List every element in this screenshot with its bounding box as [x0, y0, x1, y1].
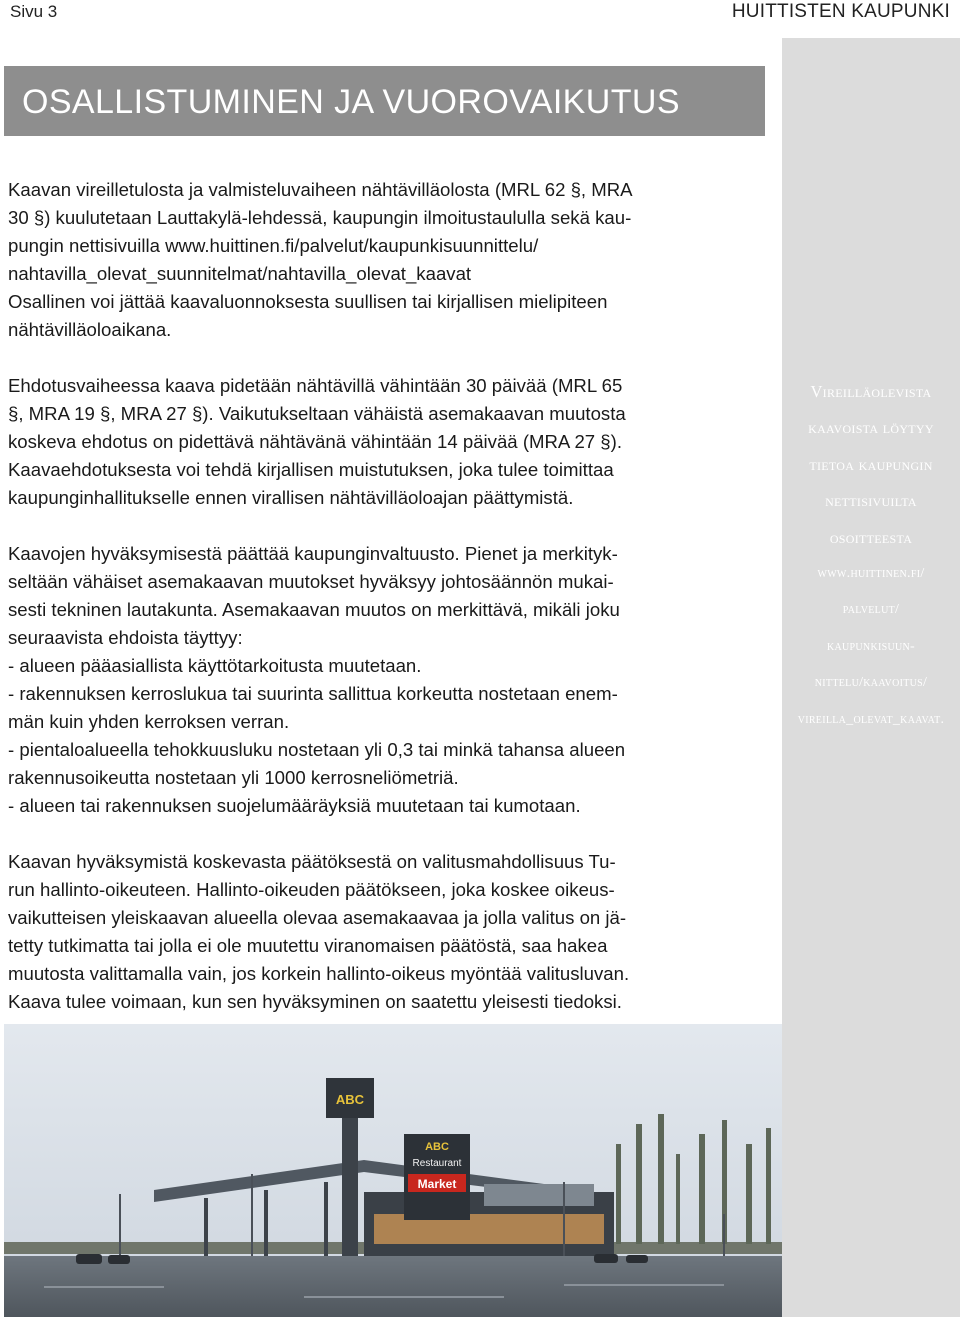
- section-title-banner: [4, 66, 765, 136]
- sidebar-link-line: www.huittinen.fi/: [817, 566, 925, 582]
- paragraph-appeal: [8, 848, 768, 1016]
- sidebar-link-line: kaupunkisuun-: [826, 638, 915, 654]
- text-line: pungin nettisivuilla www.huittinen.fi/palvelut/kaupunkisuunnittelu/: [8, 235, 539, 256]
- text-line: muutosta valittamalla vain, jos korkein hallinto-oikeus myöntää valitusluvan.: [8, 963, 630, 984]
- text-line: run hallinto-oikeuteen. Hallinto-oikeuden päätökseen, joka koskee oikeus-: [8, 879, 615, 900]
- list-item: - alueen tai rakennuksen suojelumääräyksiä muutetaan tai kumotaan.: [8, 795, 581, 816]
- text-line: koskeva ehdotus on pidettävä nähtävänä vähintään 14 päivää (MRA 27 §).: [8, 431, 623, 452]
- sidebar-link-line: palvelut/: [842, 602, 900, 618]
- sign-main-text: ABC: [335, 1092, 365, 1107]
- text-line: sesti tekninen lautakunta. Asemakaavan muutos on merkittävä, mikäli joku: [8, 599, 620, 620]
- section-title: OSALLISTUMINEN JA VUOROVAIKUTUS: [22, 83, 680, 121]
- market-sign-text: Market: [417, 1177, 457, 1191]
- paragraph-proposal-phase: [8, 372, 768, 512]
- photo-abc-market: [4, 1024, 782, 1317]
- text-line: vaikutteisen yleiskaavan alueella olevaa asemakaavaa ja jolla valitus on jä-: [8, 907, 627, 928]
- list-item: män kuin yhden kerroksen verran.: [8, 711, 290, 732]
- city-name: HUITTISTEN KAUPUNKI: [731, 1, 950, 22]
- paragraph-participation: [8, 176, 768, 344]
- text-line: 30 §) kuulutetaan Lauttakylä-lehdessä, kaupungin ilmoitustaululla sekä kau-: [8, 207, 632, 228]
- text-line: nähtävilläoloaikana.: [8, 319, 172, 340]
- list-item: rakennusoikeutta nostetaan yli 1000 kerrosneliömetriä.: [8, 767, 459, 788]
- paragraph-approval: [8, 540, 768, 820]
- sidebar-link-line: nittelu/kaavoitus/: [814, 675, 928, 691]
- text-line: §, MRA 19 §, MRA 27 §). Vaikutukseltaan vähäistä asemakaavan muutosta: [8, 403, 626, 424]
- text-line: nahtavilla_olevat_suunnitelmat/nahtavilla_olevat_kaavat: [8, 263, 472, 284]
- text-line: seuraavista ehdoista täyttyy:: [8, 627, 243, 648]
- text-line: Kaavaehdotuksesta voi tehdä kirjallisen muistutuksen, joka tulee toimittaa: [8, 459, 614, 480]
- text-line: Ehdotusvaiheessa kaava pidetään nähtävillä vähintään 30 päivää (MRL 65: [8, 375, 623, 396]
- sidebar-line: kaavoista löytyy: [808, 418, 934, 438]
- list-item: - alueen pääasiallista käyttötarkoitusta muutetaan.: [8, 655, 422, 676]
- page-header: [0, 0, 960, 26]
- store-upper-facade: [484, 1184, 594, 1206]
- text-line: tetty tutkimatta tai jolla ei ole muutettu viranomaisen päätöstä, saa hakea: [8, 935, 608, 956]
- list-item: - pientaloalueella tehokkuusluku nostetaan yli 0,3 tai minkä tahansa alueen: [8, 739, 626, 760]
- sidebar-note: [782, 374, 960, 738]
- sidebar-line: nettisivuilta: [825, 491, 917, 511]
- sidebar: [782, 38, 960, 1317]
- photo-illustration: [4, 1024, 782, 1317]
- text-line: Osallinen voi jättää kaavaluonnoksesta suullisen tai kirjallisen mielipiteen: [8, 291, 608, 312]
- body-text: [8, 176, 768, 1016]
- list-item: - rakennuksen kerroslukua tai suurinta sallittua korkeutta nostetaan enem-: [8, 683, 618, 704]
- sidebar-line: Vireilläolevista: [810, 382, 932, 401]
- sidebar-line: tietoa kaupungin: [809, 454, 933, 474]
- text-line: kaupunginhallitukselle ennen virallisen nähtävilläoloajan päättymistä.: [8, 487, 574, 508]
- sidebar-line: osoitteesta: [829, 527, 913, 547]
- text-line: Kaava tulee voimaan, kun sen hyväksyminen on saatettu yleisesti tiedoksi.: [8, 991, 622, 1012]
- text-line: seltään vähäiset asemakaavan muutokset hyväksyy johtosäännön mukai-: [8, 571, 614, 592]
- text-line: Kaavan vireilletulosta ja valmisteluvaiheen nähtävilläolosta (MRL 62 §, MRA: [8, 179, 633, 200]
- text-line: Kaavojen hyväksymisestä päättää kaupunginvaltuusto. Pienet ja merkityk-: [8, 543, 618, 564]
- sidebar-link-line: vireilla_olevat_kaavat.: [797, 711, 945, 727]
- page-number: Sivu 3: [10, 2, 58, 21]
- text-line: Kaavan hyväksymistä koskevasta päätöksestä on valitusmahdollisuus Tu-: [8, 851, 616, 872]
- restaurant-sign-abc: ABC: [425, 1141, 449, 1153]
- restaurant-sign-text: Restaurant: [412, 1158, 462, 1169]
